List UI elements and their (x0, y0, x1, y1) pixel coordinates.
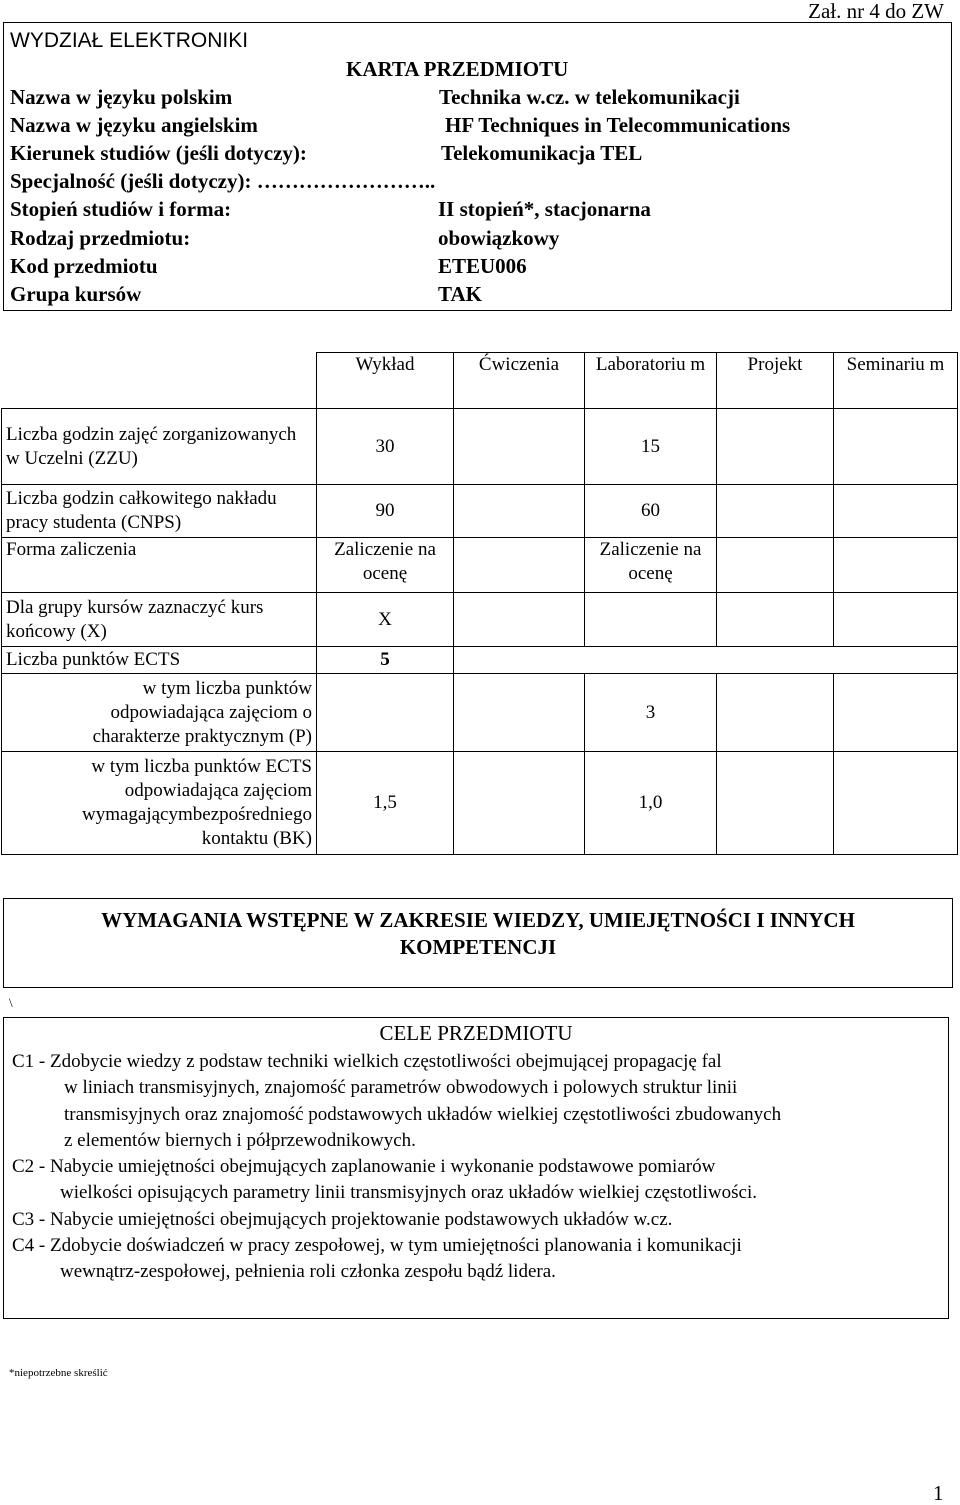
course-goals-box (3, 1017, 949, 1319)
prerequisites-box (3, 898, 953, 988)
row-label-assessment: Forma zaliczenia (2, 538, 317, 593)
row-label-direct-contact: w tym liczba punktów ECTS odpowiadająca zajęciom wymagającymbezpośredniego kontaktu (BK) (2, 752, 317, 855)
table-row (2, 593, 958, 647)
cell-cnps-cwiczenia (454, 485, 585, 538)
cell-direct-contact-laboratorium: 1,0 (585, 752, 717, 855)
cell-zzu-laboratorium: 15 (585, 409, 717, 485)
goal-c1-line-4: z elementów biernych i półprzewodnikowych. (64, 1129, 416, 1151)
footnote: *niepotrzebne skreślić (9, 1367, 108, 1379)
cell-direct-contact-wyklad: 1,5 (317, 752, 454, 855)
goal-c3-line-1: C3 - Nabycie umiejętności obejmujących projektowanie podstawowych układów w.cz. (12, 1209, 673, 1230)
header-value-type: obowiązkowy (438, 226, 560, 250)
row-label-practical: w tym liczba punktów odpowiadająca zajęciom o charakterze praktycznym (P) (2, 674, 317, 752)
header-value-field: Telekomunikacja TEL (441, 141, 643, 165)
goal-c4-line-2: wewnątrz-zespołowej, pełnienia roli członka zespołu bądź lidera. (60, 1261, 556, 1283)
header-label-group: Grupa kursów (10, 282, 142, 306)
table-row (2, 485, 958, 538)
cell-direct-contact-seminarium (834, 752, 958, 855)
ects-empty-span (454, 647, 958, 674)
header-label-specialty: Specjalność (jeśli dotyczy): …………………….. (10, 169, 436, 193)
cell-zzu-cwiczenia (454, 409, 585, 485)
cell-practical-projekt (717, 674, 834, 752)
header-value-name-pl: Technika w.cz. w telekomunikacji (439, 85, 740, 109)
goal-c4-line-1: C4 - Zdobycie doświadczeń w pracy zespołowej, w tym umiejętności planowania i komunikacji (12, 1235, 742, 1256)
goal-c1-line-3: transmisyjnych oraz znajomość podstawowych układów wielkiej częstotliwości zbudowanych (64, 1103, 782, 1125)
goal-c1 (12, 1049, 781, 1154)
goal-c2-line-1: C2 - Nabycie umiejętności obejmujących zaplanowanie i wykonanie podstawowe pomiarów (12, 1156, 716, 1177)
cell-assessment-seminarium (834, 538, 958, 593)
card-title: KARTA PRZEDMIOTU (346, 57, 569, 81)
page-number: 1 (933, 1481, 944, 1505)
cell-final-course-laboratorium (585, 593, 717, 647)
cell-zzu-wyklad: 30 (317, 409, 454, 485)
prerequisites-title: WYMAGANIA WSTĘPNE W ZAKRESIE WIEDZY, UMIEJĘTNOŚCI I INNYCH KOMPETENCJI (101, 908, 855, 959)
goal-c1-line-2: w liniach transmisyjnych, znajomość parametrów obwodowych i polowych struktur linii (64, 1077, 738, 1099)
cell-final-course-cwiczenia (454, 593, 585, 647)
cell-cnps-wyklad: 90 (317, 485, 454, 538)
goals-title: CELE PRZEDMIOTU (379, 1021, 573, 1045)
cell-ects-total: 5 (317, 647, 454, 674)
cell-direct-contact-cwiczenia (454, 752, 585, 855)
row-label-zzu: Liczba godzin zajęć zorganizowanych w Uczelni (ZZU) (2, 409, 317, 485)
table-row (2, 647, 958, 674)
cell-assessment-cwiczenia (454, 538, 585, 593)
cell-assessment-wyklad: Zaliczenie na ocenę (317, 538, 454, 593)
col-header-cwiczenia: Ćwiczenia (454, 353, 585, 409)
cell-zzu-projekt (717, 409, 834, 485)
table-row (2, 674, 958, 752)
cell-final-course-wyklad: X (317, 593, 454, 647)
cell-direct-contact-projekt (717, 752, 834, 855)
header-label-name-pl: Nazwa w języku polskim (10, 85, 233, 109)
cell-practical-cwiczenia (454, 674, 585, 752)
header-label-field: Kierunek studiów (jeśli dotyczy): (10, 141, 307, 165)
empty-corner-cell (2, 353, 317, 409)
header-label-code: Kod przedmiotu (10, 254, 158, 278)
table-header-row (2, 353, 958, 409)
header-value-degree: II stopień*, stacjonarna (438, 197, 651, 221)
goal-c1-line-1: C1 - Zdobycie wiedzy z podstaw techniki wielkich częstotliwości obejmującej propagację fal (12, 1051, 722, 1072)
goal-c2-line-2: wielkości opisujących parametry linii transmisyjnych oraz układów wielkiej częstotliwości. (60, 1182, 758, 1204)
col-header-wyklad: Wykład (317, 353, 454, 409)
col-header-seminarium: Seminariu m (834, 353, 958, 409)
cell-final-course-seminarium (834, 593, 958, 647)
table-row (2, 409, 958, 485)
cell-final-course-projekt (717, 593, 834, 647)
col-header-projekt: Projekt (717, 353, 834, 409)
stray-backslash-mark: \ (9, 995, 13, 1010)
row-label-cnps: Liczba godzin całkowitego nakładu pracy studenta (CNPS) (2, 485, 317, 538)
cell-zzu-seminarium (834, 409, 958, 485)
cell-practical-seminarium (834, 674, 958, 752)
cell-cnps-laboratorium: 60 (585, 485, 717, 538)
annex-label: Zał. nr 4 do ZW (808, 0, 944, 23)
cell-practical-wyklad (317, 674, 454, 752)
header-value-code: ETEU006 (438, 254, 527, 278)
cell-assessment-projekt (717, 538, 834, 593)
hours-table (1, 352, 958, 855)
goal-c4 (12, 1233, 742, 1286)
row-label-final-course: Dla grupy kursów zaznaczyć kurs końcowy (X) (2, 593, 317, 647)
header-label-degree: Stopień studiów i forma: (10, 197, 232, 221)
header-value-name-en: HF Techniques in Telecommunications (445, 113, 791, 137)
header-label-name-en: Nazwa w języku angielskim (10, 113, 258, 137)
cell-cnps-seminarium (834, 485, 958, 538)
header-label-type: Rodzaj przedmiotu: (10, 226, 191, 250)
cell-cnps-projekt (717, 485, 834, 538)
table-row (2, 538, 958, 593)
cell-practical-laboratorium: 3 (585, 674, 717, 752)
goal-c2 (12, 1154, 757, 1207)
faculty-name: WYDZIAŁ ELEKTRONIKI (10, 29, 249, 52)
table-row (2, 752, 958, 855)
col-header-laboratorium: Laboratoriu m (585, 353, 717, 409)
cell-assessment-laboratorium: Zaliczenie na ocenę (585, 538, 717, 593)
header-value-group: TAK (438, 282, 482, 306)
goal-c3 (12, 1207, 672, 1233)
row-label-ects: Liczba punktów ECTS (2, 647, 317, 674)
